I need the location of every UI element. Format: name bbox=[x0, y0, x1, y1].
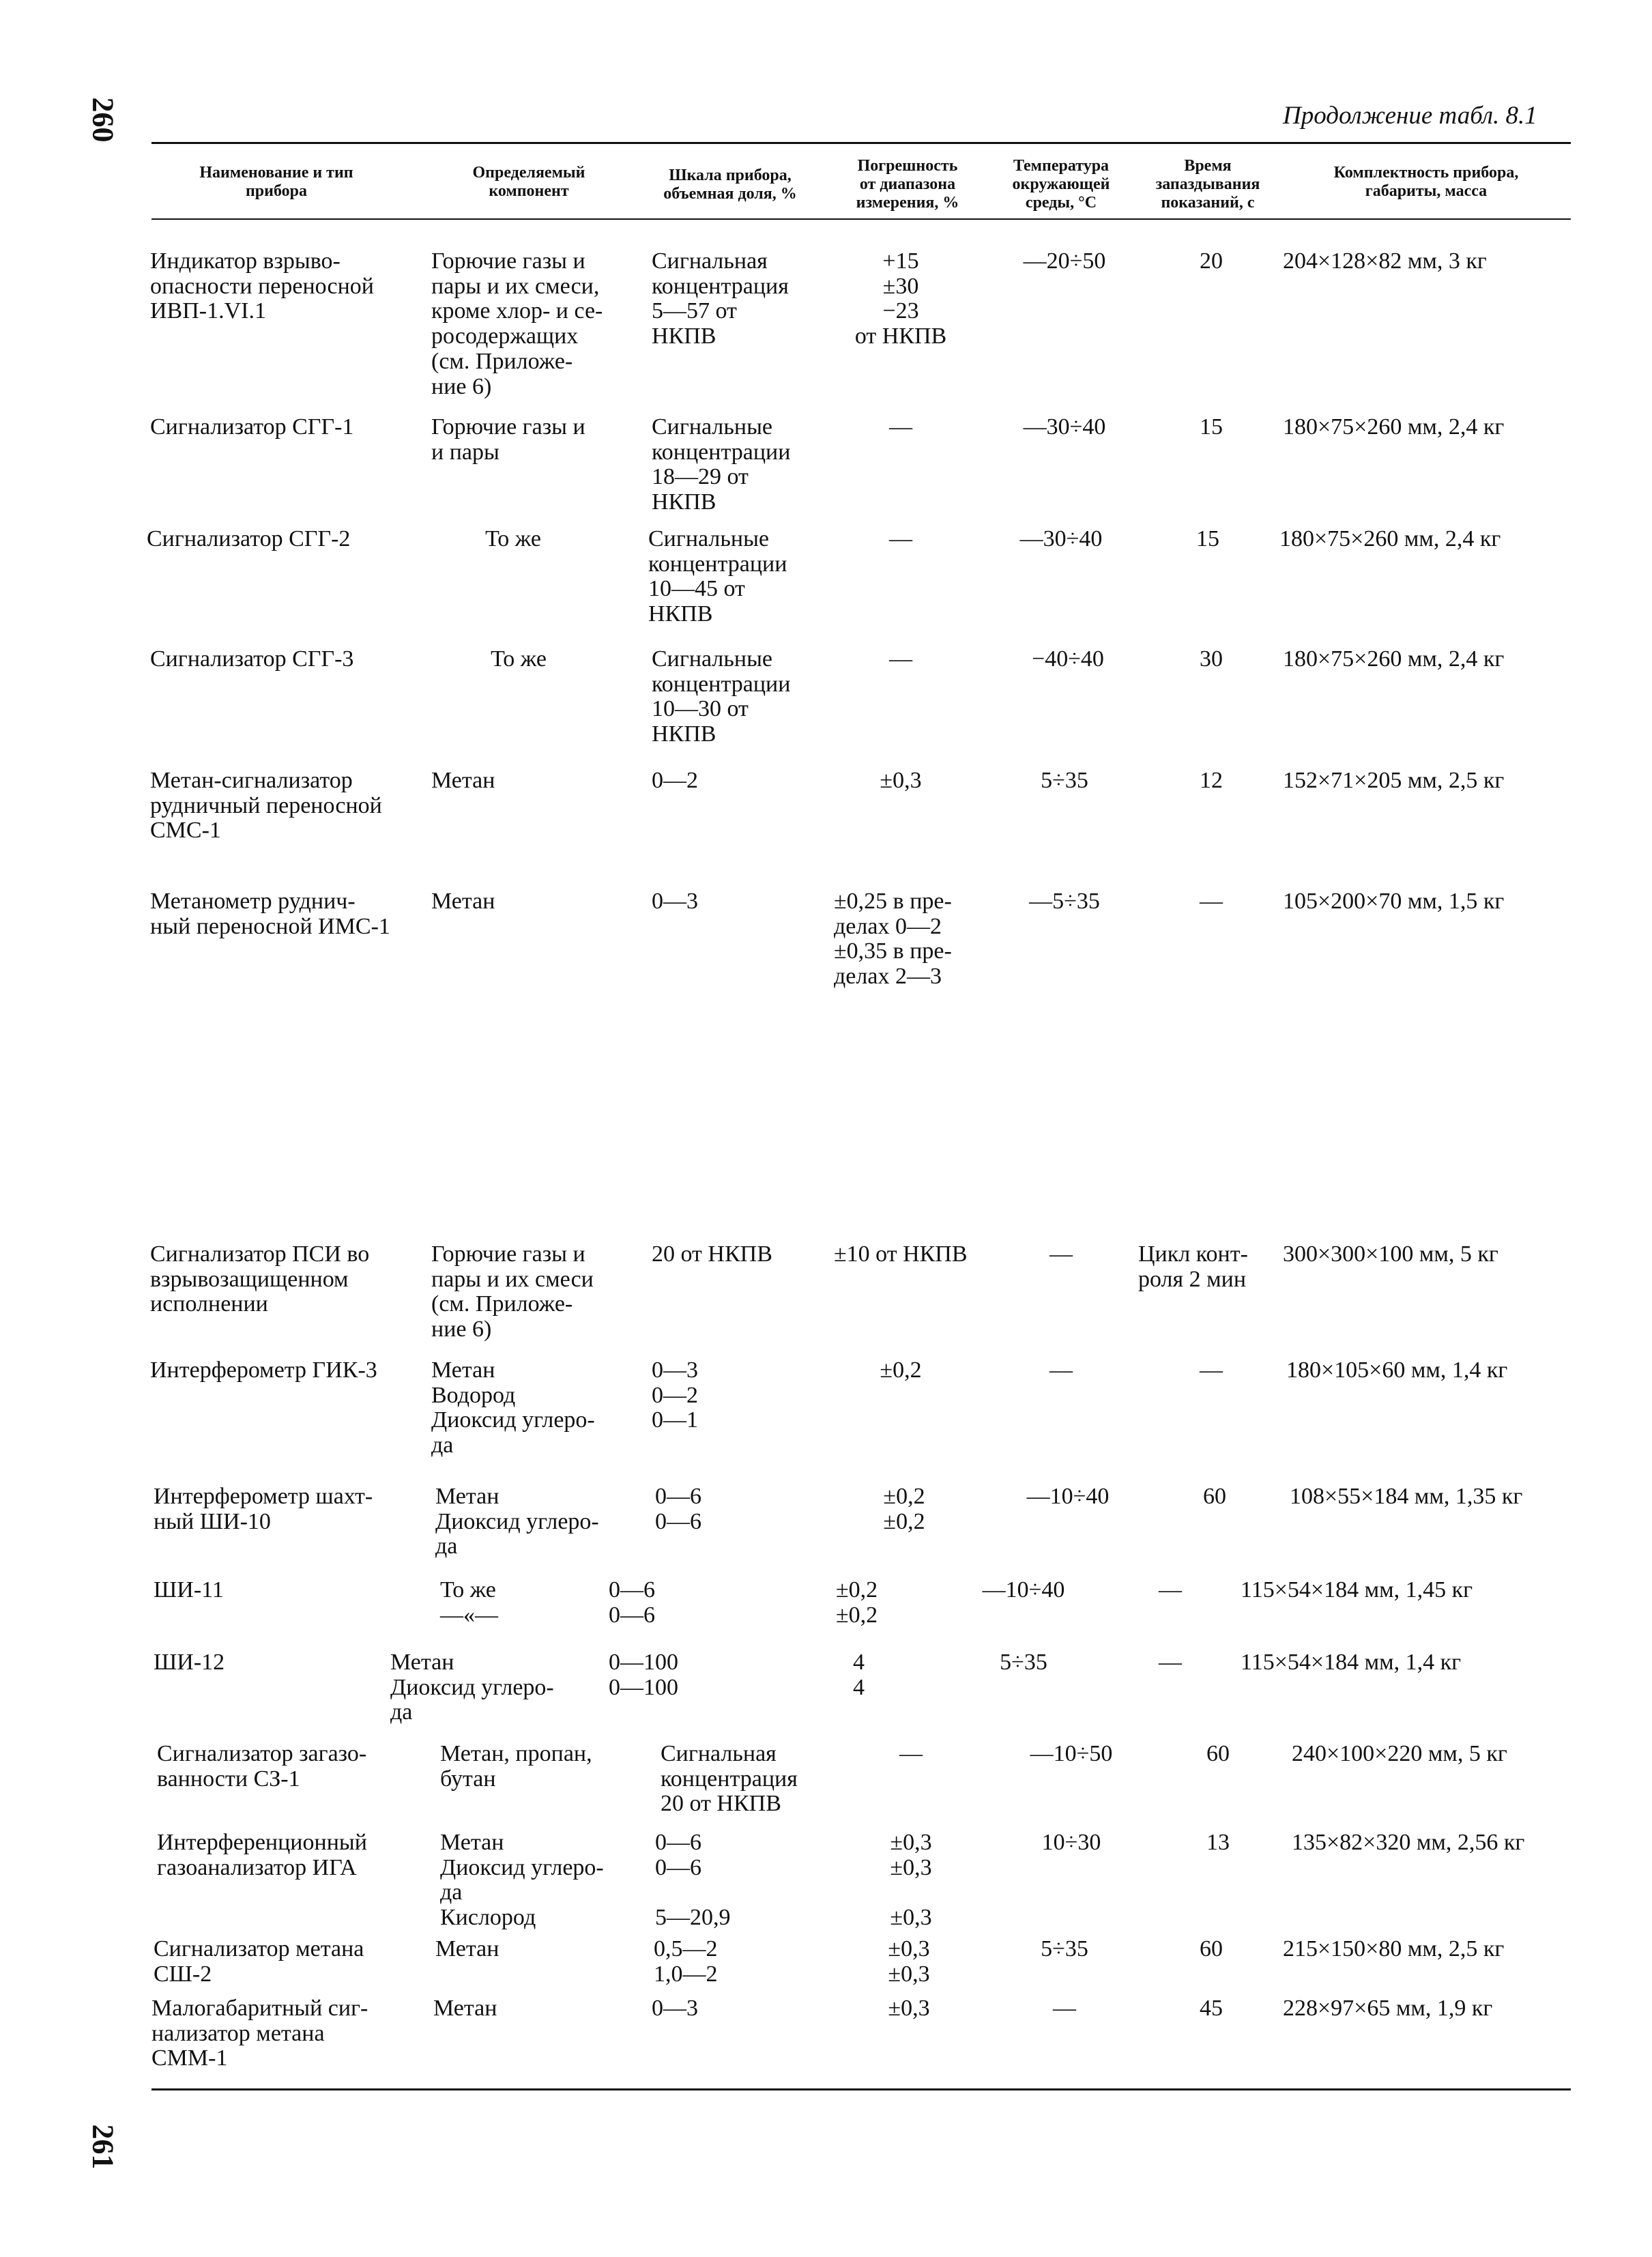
cell-component: Метан Водород Диоксид углеро- да bbox=[431, 1357, 595, 1458]
cell-scale: 0—3 bbox=[652, 889, 698, 914]
header-top-rule bbox=[151, 142, 1571, 144]
cell-error: 4 4 bbox=[853, 1650, 865, 1700]
cell-delay: 12 bbox=[1200, 768, 1223, 793]
header-dims: Комплектность прибора, габариты, масса bbox=[1333, 164, 1519, 200]
header-component: Определяемый компонент bbox=[472, 164, 585, 200]
cell-delay: 60 bbox=[1206, 1741, 1230, 1766]
cell-dims: 228×97×65 мм, 1,9 кг bbox=[1283, 1996, 1493, 2021]
cell-name: Сигнализатор СГГ-1 bbox=[150, 414, 354, 440]
cell-scale: 0,5—2 1,0—2 bbox=[654, 1936, 718, 1987]
cell-delay: — bbox=[1200, 889, 1223, 914]
cell-component: Метан bbox=[431, 768, 495, 793]
cell-error: ±0,25 в пре- делах 0—2 ±0,35 в пре- делах 2—3 bbox=[834, 889, 952, 990]
cell-scale: Сигнальные концентрации 10—30 от НКПВ bbox=[652, 646, 791, 747]
cell-name: Малогабаритный сиг- нализатор метана СММ-1 bbox=[151, 1996, 368, 2071]
cell-temperature: 10÷30 bbox=[1041, 1830, 1101, 1855]
cell-name: Интерференционный газоанализатор ИГА bbox=[157, 1830, 367, 1880]
cell-dims: 108×55×184 мм, 1,35 кг bbox=[1290, 1484, 1523, 1509]
cell-delay: 60 bbox=[1203, 1484, 1226, 1509]
cell-name: Сигнализатор метана СШ-2 bbox=[154, 1936, 364, 1987]
cell-temperature: —10÷40 bbox=[982, 1577, 1065, 1602]
cell-scale: 0—2 bbox=[652, 768, 698, 793]
cell-component: То же bbox=[491, 646, 547, 672]
cell-dims: 180×105×60 мм, 1,4 кг bbox=[1286, 1357, 1508, 1383]
cell-temperature: —10÷50 bbox=[1030, 1741, 1113, 1766]
cell-scale: 0—100 0—100 bbox=[609, 1650, 678, 1700]
cell-delay: 45 bbox=[1200, 1996, 1223, 2021]
header-name: Наименование и тип прибора bbox=[199, 164, 353, 200]
cell-name: Индикатор взрыво- опасности переносной ИВП-1.VI.1 bbox=[150, 248, 374, 324]
cell-error: ±0,2 ±0,2 bbox=[836, 1577, 878, 1628]
cell-delay: 15 bbox=[1200, 414, 1223, 440]
cell-name: Сигнализатор СГГ-3 bbox=[150, 646, 354, 672]
cell-delay: 20 bbox=[1200, 248, 1223, 274]
cell-scale: Сигнальная концентрация 5—57 от НКПВ bbox=[652, 248, 789, 349]
cell-temperature: −40÷40 bbox=[1032, 646, 1104, 672]
cell-dims: 215×150×80 мм, 2,5 кг bbox=[1283, 1936, 1505, 1961]
cell-temperature: — bbox=[1049, 1241, 1073, 1267]
cell-component: Горючие газы и пары и их смеси, кроме хлор- и се- росодержащих (см. Приложе- ние 6) bbox=[431, 248, 603, 399]
cell-component: То же —«— bbox=[440, 1577, 498, 1628]
cell-dims: 300×300×100 мм, 5 кг bbox=[1283, 1241, 1498, 1267]
cell-temperature: 5÷35 bbox=[1000, 1650, 1047, 1675]
cell-error: ±10 от НКПВ bbox=[834, 1241, 968, 1267]
cell-scale: Сигнальные концентрации 18—29 от НКПВ bbox=[652, 414, 791, 515]
cell-temperature: —5÷35 bbox=[1029, 889, 1100, 914]
cell-name: ШИ-11 bbox=[154, 1577, 224, 1602]
cell-delay: 30 bbox=[1200, 646, 1223, 672]
header-scale: Шкала прибора, объемная доля, % bbox=[663, 167, 797, 203]
cell-delay: 13 bbox=[1206, 1830, 1230, 1855]
cell-temperature: —20÷50 bbox=[1023, 248, 1106, 274]
cell-component: Метан Диоксид углеро- да bbox=[435, 1484, 599, 1559]
cell-component: Метан Диоксид углеро- да Кислород bbox=[440, 1830, 604, 1931]
cell-error: ±0,2 bbox=[880, 1357, 922, 1383]
header-error: Погрешность от диапазона измерения, % bbox=[856, 157, 959, 212]
cell-name: ШИ-12 bbox=[154, 1650, 225, 1675]
cell-dims: 135×82×320 мм, 2,56 кг bbox=[1292, 1830, 1525, 1855]
cell-temperature: —30÷40 bbox=[1019, 526, 1103, 551]
cell-delay: — bbox=[1159, 1577, 1182, 1602]
cell-name: Сигнализатор СГГ-2 bbox=[147, 526, 351, 551]
cell-delay: — bbox=[1200, 1357, 1223, 1383]
cell-scale: Сигнальные концентрации 10—45 от НКПВ bbox=[648, 526, 787, 627]
cell-dims: 204×128×82 мм, 3 кг bbox=[1283, 248, 1487, 274]
cell-error: — bbox=[889, 414, 912, 440]
cell-error: — bbox=[889, 526, 912, 551]
cell-dims: 115×54×184 мм, 1,45 кг bbox=[1241, 1577, 1473, 1602]
cell-delay: — bbox=[1159, 1650, 1182, 1675]
cell-temperature: —10÷40 bbox=[1026, 1484, 1110, 1509]
cell-dims: 115×54×184 мм, 1,4 кг bbox=[1241, 1650, 1462, 1675]
cell-dims: 180×75×260 мм, 2,4 кг bbox=[1283, 414, 1505, 440]
page-number-top: 260 bbox=[86, 97, 120, 143]
cell-scale: 0—6 0—6 5—20,9 bbox=[655, 1830, 731, 1931]
cell-scale: 0—3 0—2 0—1 bbox=[652, 1357, 698, 1433]
cell-name: Сигнализатор ПСИ во взрывозащищенном исполнении bbox=[150, 1241, 370, 1317]
cell-name: Интерферометр шахт- ный ШИ-10 bbox=[154, 1484, 373, 1534]
cell-error: ±0,3 ±0,3 ±0,3 bbox=[890, 1830, 932, 1931]
cell-name: Метан-сигнализатор рудничный переносной СМС-1 bbox=[150, 768, 382, 844]
cell-component: Метан Диоксид углеро- да bbox=[390, 1650, 554, 1725]
cell-delay: 60 bbox=[1200, 1936, 1223, 1961]
cell-temperature: — bbox=[1053, 1996, 1076, 2021]
cell-scale: 0—6 0—6 bbox=[609, 1577, 655, 1628]
cell-error: ±0,2 ±0,2 bbox=[883, 1484, 925, 1534]
header-bottom-rule bbox=[151, 218, 1571, 220]
header-temperature: Температура окружающей среды, °С bbox=[1012, 157, 1110, 212]
cell-dims: 180×75×260 мм, 2,4 кг bbox=[1283, 646, 1505, 672]
header-delay: Время запаздывания показаний, с bbox=[1155, 157, 1260, 212]
cell-temperature: — bbox=[1049, 1357, 1073, 1383]
cell-dims: 180×75×260 мм, 2,4 кг bbox=[1279, 526, 1501, 551]
cell-component: Метан bbox=[431, 889, 495, 914]
cell-delay: Цикл конт- роля 2 мин bbox=[1138, 1241, 1248, 1292]
cell-component: Горючие газы и и пары bbox=[431, 414, 585, 465]
cell-error: ±0,3 bbox=[880, 768, 922, 793]
cell-delay: 15 bbox=[1196, 526, 1219, 551]
cell-error: +15 ±30 −23 от НКПВ bbox=[854, 248, 947, 349]
cell-error: ±0,3 ±0,3 bbox=[888, 1936, 930, 1987]
cell-error: ±0,3 bbox=[888, 1996, 930, 2021]
cell-scale: 0—6 0—6 bbox=[655, 1484, 701, 1534]
cell-dims: 105×200×70 мм, 1,5 кг bbox=[1283, 889, 1505, 914]
cell-name: Сигнализатор загазо- ванности СЗ-1 bbox=[157, 1741, 367, 1792]
cell-temperature: —30÷40 bbox=[1023, 414, 1106, 440]
cell-scale: 0—3 bbox=[652, 1996, 698, 2021]
cell-error: — bbox=[889, 646, 912, 672]
cell-scale: Сигнальная концентрация 20 от НКПВ bbox=[661, 1741, 798, 1817]
cell-component: Горючие газы и пары и их смеси (см. Приложе- ние 6) bbox=[431, 1241, 594, 1342]
cell-component: Метан bbox=[433, 1996, 497, 2021]
cell-temperature: 5÷35 bbox=[1041, 768, 1088, 793]
table-bottom-rule bbox=[151, 2088, 1571, 2090]
cell-component: То же bbox=[485, 526, 541, 551]
cell-scale: 20 от НКПВ bbox=[652, 1241, 772, 1267]
cell-dims: 240×100×220 мм, 5 кг bbox=[1292, 1741, 1507, 1766]
page-number-bottom: 261 bbox=[86, 2124, 120, 2170]
table-continuation-caption: Продолжение табл. 8.1 bbox=[1283, 102, 1537, 130]
cell-component: Метан, пропан, бутан bbox=[440, 1741, 592, 1792]
cell-name: Интерферометр ГИК-3 bbox=[150, 1357, 377, 1383]
cell-component: Метан bbox=[435, 1936, 499, 1961]
cell-error: — bbox=[899, 1741, 923, 1766]
cell-dims: 152×71×205 мм, 2,5 кг bbox=[1283, 768, 1505, 793]
cell-name: Метанометр руднич- ный переносной ИМС-1 bbox=[150, 889, 390, 939]
cell-temperature: 5÷35 bbox=[1041, 1936, 1088, 1961]
